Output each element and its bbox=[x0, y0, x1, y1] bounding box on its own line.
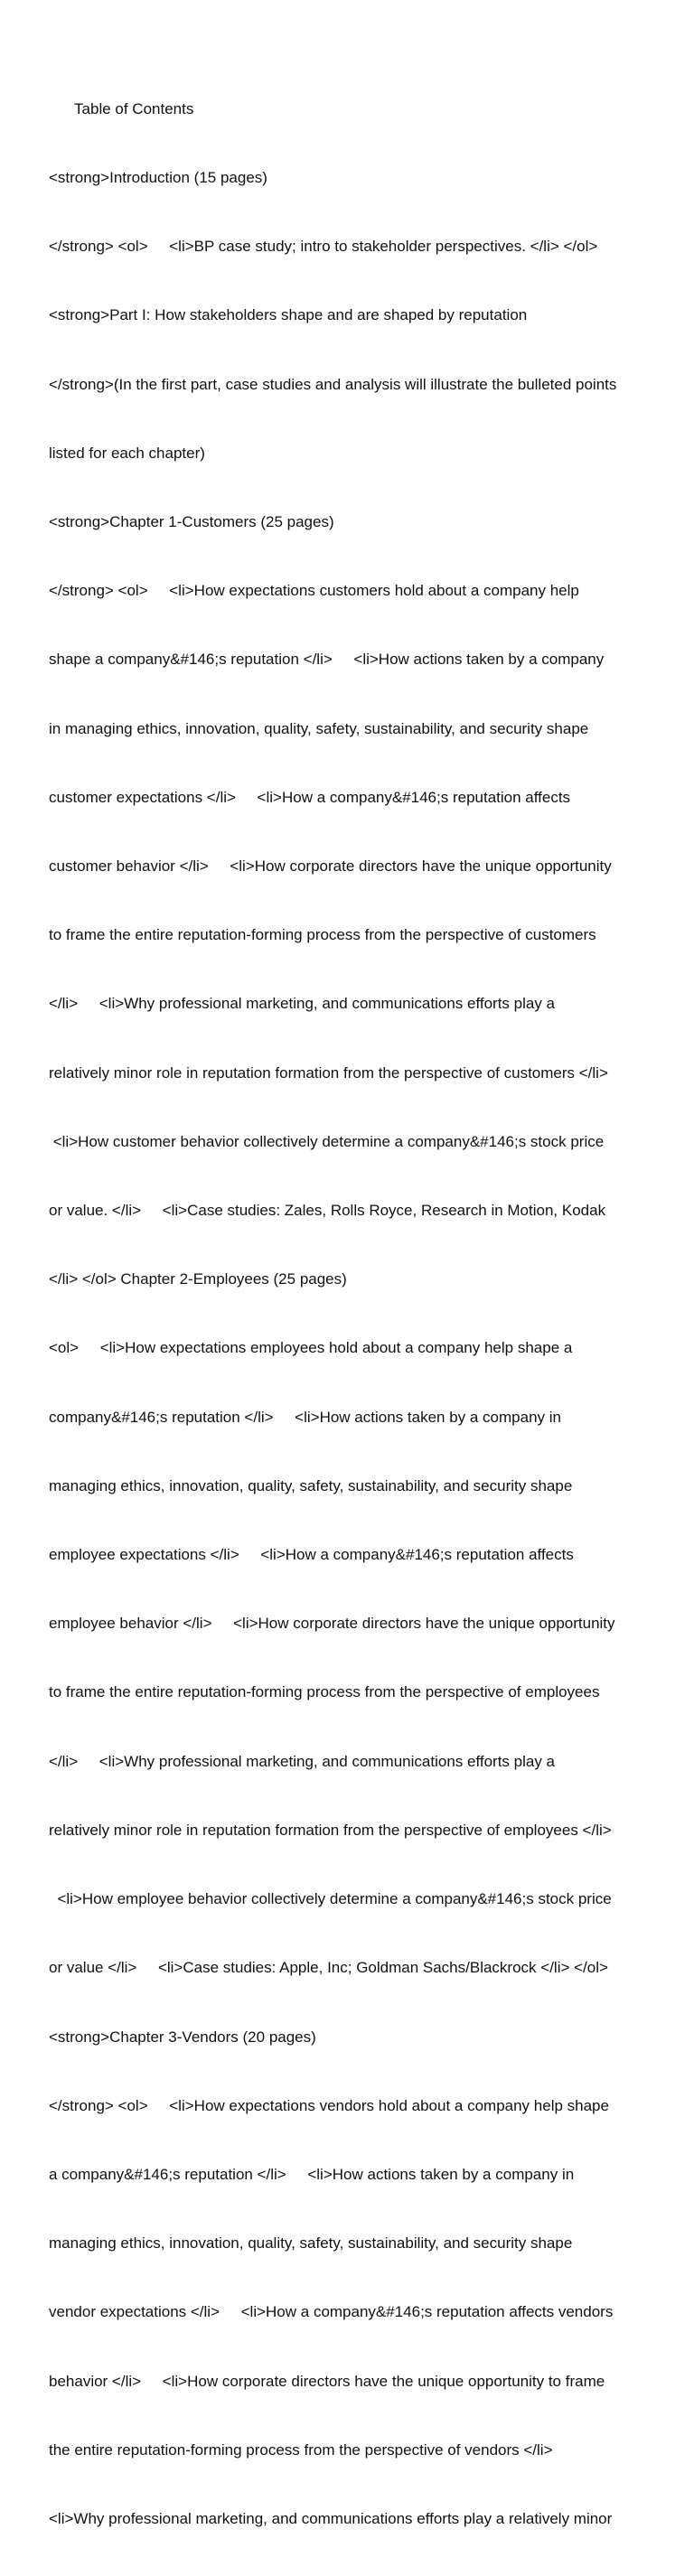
text-line: <li>How customer behavior collectively determine a company&#146;s stock price bbox=[49, 1132, 605, 1150]
document-text bbox=[49, 52, 654, 2576]
text-line: </strong> <ol> <li>How expectations customers hold about a company help bbox=[49, 582, 579, 600]
text-line: <strong>Introduction (15 pages) bbox=[49, 169, 267, 187]
text-line: behavior </li> <li>How corporate directors have the unique opportunity to frame bbox=[49, 2372, 605, 2390]
text-line: <li>How employee behavior collectively determine a company&#146;s stock price bbox=[49, 1890, 612, 1908]
text-line: </strong>(In the first part, case studies and analysis will illustrate the bulleted points bbox=[49, 375, 617, 393]
text-line: vendor expectations </li> <li>How a company&#146;s reputation affects vendors bbox=[49, 2303, 614, 2321]
document-heading: Table of Contents bbox=[49, 99, 194, 117]
text-line: <li>Why professional marketing, and communications efforts play a relatively minor bbox=[49, 2509, 613, 2527]
text-line: managing ethics, innovation, quality, safety, sustainability, and security shape bbox=[49, 1476, 573, 1494]
text-line: </strong> <ol> <li>BP case study; intro to stakeholder perspectives. </li> </ol> bbox=[49, 238, 598, 256]
text-line: or value. </li> <li>Case studies: Zales, Rolls Royce, Research in Motion, Kodak bbox=[49, 1202, 606, 1220]
text-line: listed for each chapter) bbox=[49, 444, 205, 462]
text-line: employee behavior </li> <li>How corporate directors have the unique opportunity bbox=[49, 1615, 615, 1633]
text-line: shape a company&#146;s reputation </li> <li>How actions taken by a company bbox=[49, 651, 605, 669]
text-line: relatively minor role in reputation formation from the perspective of employees </li> bbox=[49, 1821, 612, 1839]
text-line: </strong> <ol> <li>How expectations vendors hold about a company help shape bbox=[49, 2096, 609, 2114]
text-line: in managing ethics, innovation, quality, safety, sustainability, and security shape bbox=[49, 719, 589, 737]
text-line: <strong>Chapter 1-Customers (25 pages) bbox=[49, 513, 334, 531]
text-line: a company&#146;s reputation </li> <li>How actions taken by a company in bbox=[49, 2165, 575, 2183]
text-line: </li> <li>Why professional marketing, and communications efforts play a bbox=[49, 1752, 556, 1770]
text-line: or value </li> <li>Case studies: Apple, Inc; Goldman Sachs/Blackrock </li> </ol> bbox=[49, 1959, 608, 1977]
text-line: the entire reputation-forming process from the perspective of vendors </li> bbox=[49, 2440, 553, 2459]
text-line: to frame the entire reputation-forming process from the perspective of employees bbox=[49, 1683, 600, 1701]
text-line: <strong>Chapter 3-Vendors (20 pages) bbox=[49, 2028, 316, 2046]
text-line: </li> <li>Why professional marketing, and communications efforts play a bbox=[49, 995, 556, 1013]
text-line: customer expectations </li> <li>How a company&#146;s reputation affects bbox=[49, 788, 571, 806]
text-line: company&#146;s reputation </li> <li>How actions taken by a company in bbox=[49, 1408, 561, 1426]
text-line: to frame the entire reputation-forming process from the perspective of customers bbox=[49, 926, 596, 944]
text-line: </li> </ol> Chapter 2-Employees (25 pages) bbox=[49, 1270, 347, 1288]
text-line: employee expectations </li> <li>How a company&#146;s reputation affects bbox=[49, 1546, 574, 1564]
text-line: <ol> <li>How expectations employees hold about a company help shape a bbox=[49, 1339, 573, 1357]
text-line: managing ethics, innovation, quality, safety, sustainability, and security shape bbox=[49, 2234, 573, 2253]
text-line: <strong>Part I: How stakeholders shape and are shaped by reputation bbox=[49, 306, 528, 324]
text-line: customer behavior </li> <li>How corporate directors have the unique opportunity bbox=[49, 857, 612, 876]
text-line: relatively minor role in reputation formation from the perspective of customers </li> bbox=[49, 1063, 608, 1082]
